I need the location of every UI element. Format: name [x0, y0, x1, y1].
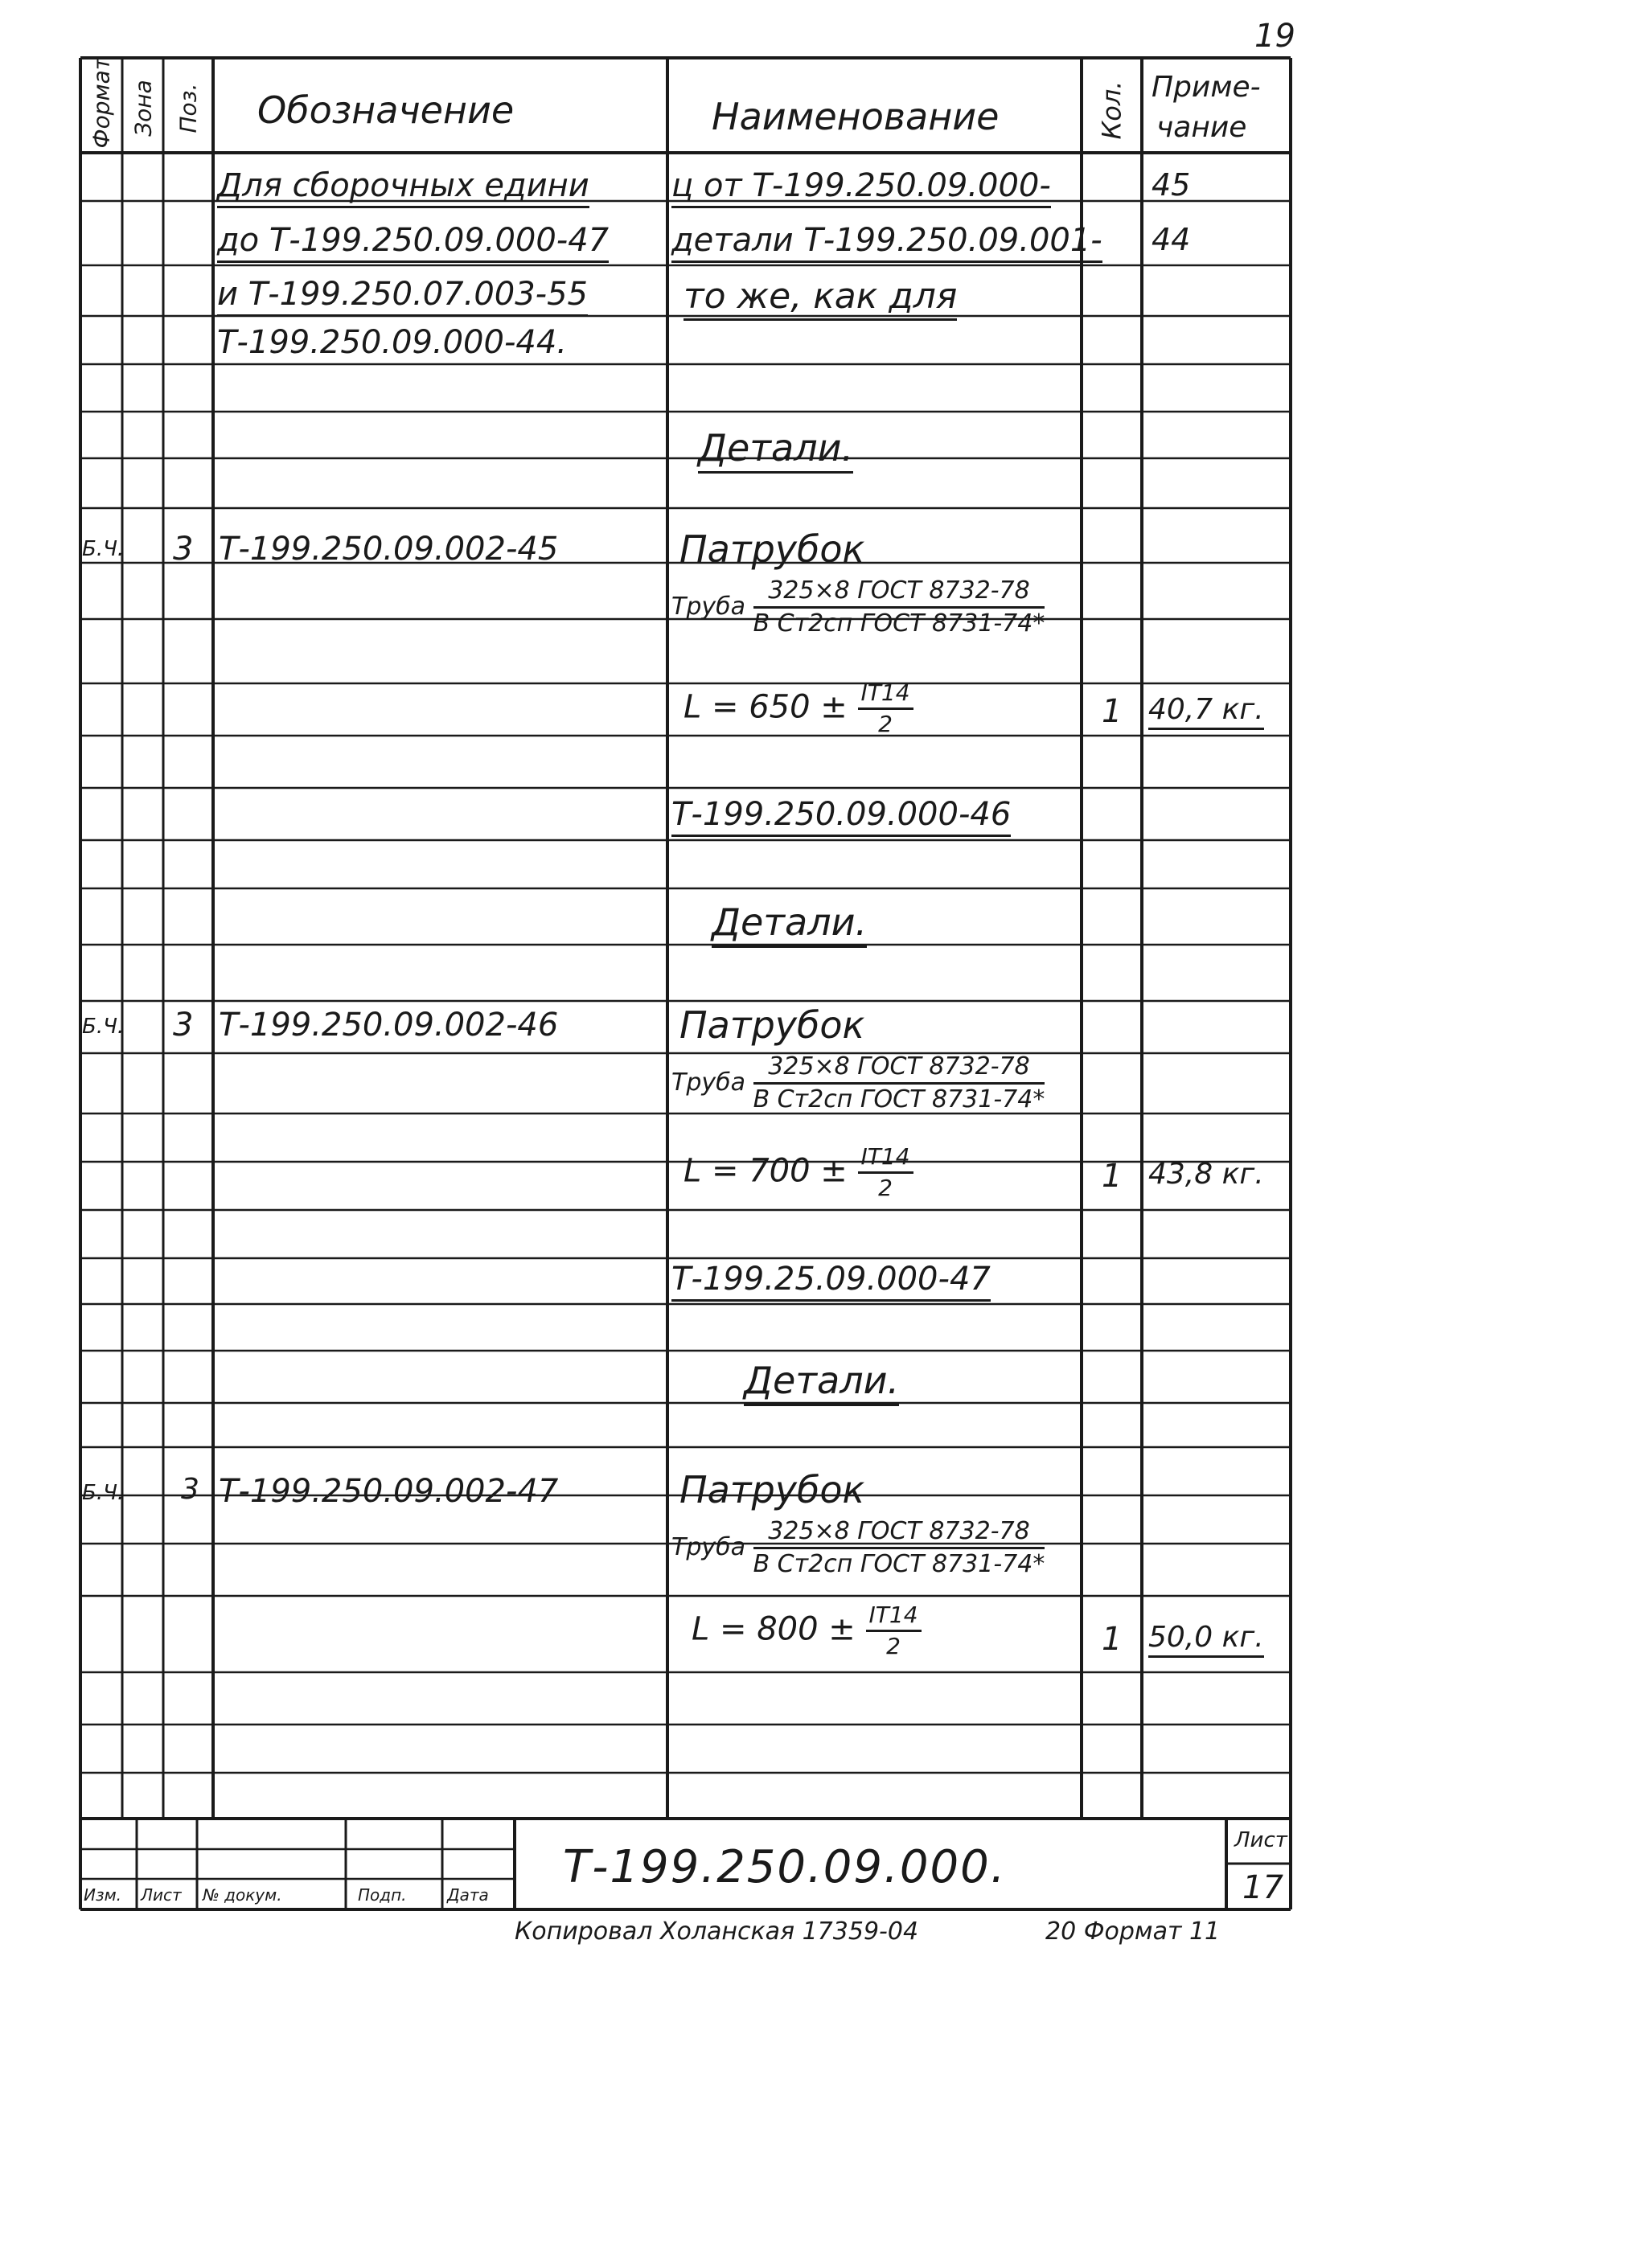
section3-format: Б.Ч.	[82, 1481, 125, 1505]
section2-length-prefix: L = 700 ±	[684, 1152, 848, 1190]
section3-name: Патрубок	[679, 1468, 865, 1511]
intro-line4-left: Т-199.250.09.000-44.	[217, 324, 567, 361]
title-col-change: Изм.	[84, 1885, 122, 1905]
sheet-number: 17	[1242, 1869, 1283, 1906]
section2-tube	[671, 1052, 1045, 1113]
section2-tol-num: IT14	[858, 1146, 913, 1174]
intro-line2-right: детали Т-199.250.09.001-	[671, 222, 1102, 263]
header-name: Наименование	[712, 95, 1000, 138]
section3-length	[692, 1604, 922, 1658]
section1-tube-label: Труба	[671, 593, 746, 621]
section2-name: Патрубок	[679, 1003, 865, 1047]
section3-tube-den: В Ст2сп ГОСТ 8731-74*	[753, 1550, 1045, 1578]
section3-assembly: Т-199.25.09.000-47	[671, 1261, 991, 1302]
section1-tube	[671, 576, 1045, 638]
footer-copied: Копировал Холанская 17359-04	[515, 1917, 919, 1946]
page-number: 19	[1254, 18, 1295, 55]
section1-name: Патрубок	[679, 527, 865, 571]
section2-tol-den: 2	[878, 1175, 893, 1201]
intro-line1-right: ц от Т-199.250.09.000-	[671, 167, 1051, 208]
section3-tol-den: 2	[886, 1633, 901, 1659]
header-zone: Зона	[129, 80, 157, 137]
intro-line3-left: и Т-199.250.07.003-55	[217, 276, 588, 317]
section2-length	[684, 1143, 913, 1201]
title-col-date: Дата	[447, 1885, 489, 1905]
section1-length-prefix: L = 650 ±	[684, 688, 848, 726]
section3-note: 50,0 кг.	[1148, 1621, 1264, 1658]
section1-heading: Детали.	[698, 426, 853, 474]
document-code: Т-199.250.09.000.	[563, 1841, 1007, 1893]
section3-position: 3	[181, 1473, 199, 1506]
section3-qty: 1	[1102, 1621, 1123, 1658]
section2-position: 3	[173, 1007, 194, 1044]
section2-assembly: Т-199.250.09.000-46	[671, 796, 1011, 837]
intro-line1-note: 45	[1152, 167, 1191, 203]
section3-tube-num: 325×8 ГОСТ 8732-78	[753, 1520, 1045, 1549]
section3-tol-num: IT14	[866, 1604, 922, 1632]
footer-format: 20 Формат 11	[1045, 1917, 1221, 1946]
header-position: Поз.	[174, 83, 202, 133]
section1-qty: 1	[1102, 693, 1123, 730]
section1-format: Б.Ч.	[82, 537, 125, 561]
section3-tube	[671, 1517, 1045, 1578]
intro-line2-left: до Т-199.250.09.000-47	[217, 222, 609, 263]
section1-note: 40,7 кг.	[1148, 693, 1264, 730]
section3-designation: Т-199.250.09.002-47	[219, 1473, 559, 1510]
section2-designation: Т-199.250.09.002-46	[219, 1007, 559, 1044]
section2-tube-label: Труба	[671, 1068, 746, 1097]
header-note-2: чание	[1156, 111, 1247, 144]
section2-note: 43,8 кг.	[1148, 1158, 1264, 1191]
title-col-sheet: Лист	[141, 1885, 182, 1905]
title-col-sign: Подп.	[358, 1885, 407, 1905]
header-quantity: Кол.	[1096, 80, 1127, 140]
title-col-doc: № докум.	[203, 1885, 282, 1905]
section3-heading: Детали.	[744, 1359, 899, 1406]
header-designation: Обозначение	[257, 88, 515, 132]
intro-line3-right: то же, как для	[684, 276, 957, 321]
header-note-1: Приме-	[1152, 71, 1261, 104]
section2-tube-num: 325×8 ГОСТ 8732-78	[753, 1055, 1045, 1085]
header-format: Формат	[88, 56, 115, 149]
section2-format: Б.Ч.	[82, 1015, 125, 1039]
section2-qty: 1	[1102, 1158, 1123, 1195]
section3-tube-label: Труба	[671, 1533, 746, 1561]
section3-length-prefix: L = 800 ±	[692, 1610, 856, 1648]
section1-position: 3	[173, 531, 194, 568]
section2-tube-den: В Ст2сп ГОСТ 8731-74*	[753, 1085, 1045, 1113]
section1-length	[684, 679, 913, 737]
intro-line1-left: Для сборочных едини	[217, 167, 589, 208]
section1-tol-den: 2	[878, 711, 893, 737]
intro-line2-note: 44	[1152, 222, 1191, 257]
section2-heading: Детали.	[712, 900, 867, 948]
section1-tube-num: 325×8 ГОСТ 8732-78	[753, 579, 1045, 609]
section1-tol-num: IT14	[858, 682, 913, 710]
sheet-label: Лист	[1234, 1828, 1287, 1852]
section1-designation: Т-199.250.09.002-45	[219, 531, 559, 568]
section1-tube-den: В Ст2сп ГОСТ 8731-74*	[753, 609, 1045, 638]
